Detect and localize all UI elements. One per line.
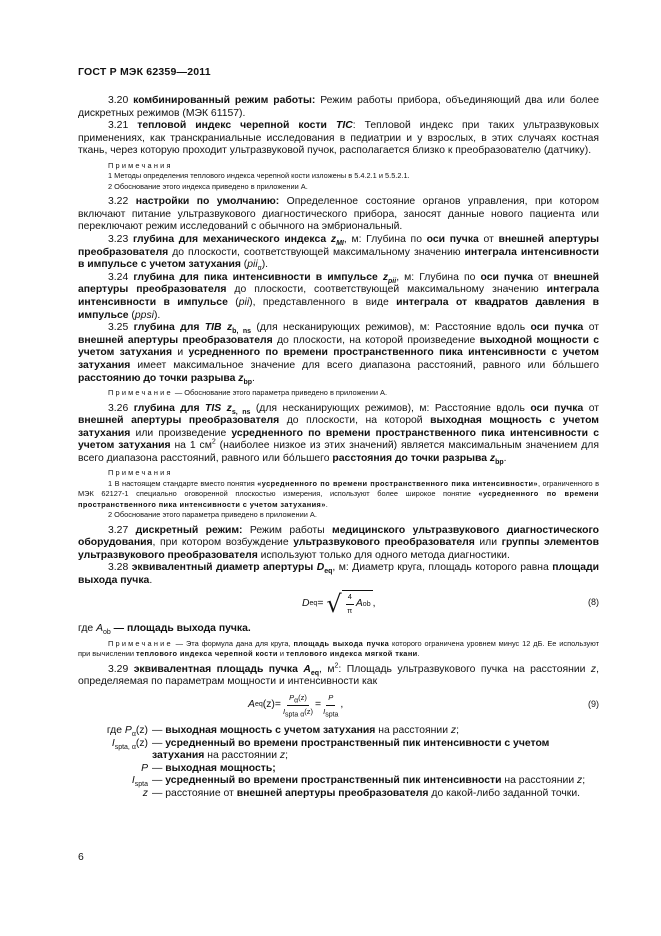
clause-3-24: 3.24 глубина для пика интенсивности в импульсе $z_{pii}$, м: Глубина по оси пучка от внешней апертуры преобразователя до плоскости, соответствующей максимальному значению интеграла интенсивности в импульсе (pii), представленного в виде интеграла от квадратов давления в импульсе (ppsi). <box>78 271 599 321</box>
formula-9-definitions <box>78 725 599 801</box>
formula-8-where: где $A_{ob}$ — площадь выхода пучка. <box>78 623 251 637</box>
clause-3-28: 3.28 эквивалентный диаметр апертуры $D_{eq}$, м: Диаметр круга, площадь которого равна площади выхода пучка. <box>78 562 599 586</box>
page-number: 6 <box>78 852 84 863</box>
clause-3-20: 3.20 комбинированный режим работы: Режим работы прибора, объединяющий два или более дискретных режимов (МЭК 61157). <box>78 95 600 119</box>
definition-row: $I_{spta, \alpha}(z)$ — усредненный во времени пространственный пик интенсивности с учетом затухания на расстоянии z; <box>111 737 550 762</box>
clause-3-25: 3.25 глубина для TIB $z_{b, ns}$ (для несканирующих режимов), м: Расстояние вдоль оси пучка от внешней апертуры преобразователя до плоскости, на которой произведение выходной мощности с учетом затухания и усредненного по времени пространственного пика интенсивности с учетом затухания имеет максимальное значение для всего диапазона расстояний, равного или бóльшего расстоянию до точки разрыва $z_{bp}$. <box>78 322 600 386</box>
clause-3-23: 3.23 глубина для механического индекса $z_{MI}$, м: Глубина по оси пучка от внешней апертуры преобразователя до плоскости, соответствующей максимальному значению интеграла интенсивности в импульсе с учетом затухания (pii$_\alpha$). <box>78 233 600 273</box>
clause-3-21: 3.21 тепловой индекс черепной кости TIC: Тепловой индекс при таких ультразвуковых применениях, как транскраниальные исследования в педиатрии и у взрослых, в этих случаях костная ткань, через которую проходит ультразвуковой пучок, располагается близко к преобразователю (датчику). <box>78 120 599 157</box>
clause-3-27: 3.27 дискретный режим: Режим работы медицинского ультразвукового диагностического оборудования, при котором возбуждение ультразвукового преобразователя или группы элементов ультразвукового преобразователя используют только для одного метода диагностики. <box>78 524 599 561</box>
note-3-25: Примечание — Обоснование этого параметра приведено в приложении А. <box>108 388 388 398</box>
definition-row: где $P_\alpha(z)$ — выходная мощность с учетом затухания на расстоянии z; <box>106 725 459 739</box>
formula-8: D eq = √ $\frac{4}{\pi}$ A ob , (8) <box>302 590 599 619</box>
formula-9: A eq (z) = $\frac{P_\alpha(z)}{I_{spta \alpha}(z)}$ = $\frac{P}{I_{spta}}$ , (9) <box>248 693 599 719</box>
sqrt-symbol: √ $\frac{4}{\pi}$ A ob <box>326 590 371 619</box>
definition-row: z — расстояние от внешней апертуры преобразователя до какой-либо заданной точки. <box>142 788 581 800</box>
clause-3-26: 3.26 глубина для TIS $z_{s, ns}$ (для несканирующих режимов), м: Расстояние вдоль оси пучка от внешней апертуры преобразователя до плоскости, на которой выходная мощность с учетом затухания или произведение усредненного по времени пространственного пика интенсивности с учетом затухания на 1 $см^2$ (наиболее низкое из этих значений) является максимальным значением для всего диапазона расстояний, равного или бóльшего расстояния до точки разрыва $z_{bp}$. <box>78 402 600 466</box>
note-3-28: Примечание — Эта формула дана для круга, площадь выхода пучка которого ограничена уровнем минус 12 дБ. Ее используют при вычислении теплового индекса черепной кости и теплового индекса мягкой ткани. <box>78 639 599 659</box>
formula-number-9: (9) <box>588 699 599 710</box>
fraction-2: $\frac{P}{I_{spta}}$ <box>323 693 339 719</box>
notes-3-26: Примечания 1 В настоящем стандарте вместо понятия «усредненного по времени пространственного пика интенсивности», ограниченного в МЭК 62127-1 специально оговоренной плоскостью измерения, используют более широкое понятие «усредненного по времени пространственного пика интенсивности с учетом затухания». 2 Обоснование этого параметра приведено в приложении А. <box>78 468 600 520</box>
standard-header: ГОСТ Р МЭК 62359—2011 <box>78 66 211 78</box>
fraction-1: $\frac{P_\alpha(z)}{I_{spta \alpha}(z)}$ <box>282 693 314 719</box>
clause-3-22: 3.22 настройки по умолчанию: Определенное состояние органов управления, при котором включают питание ультразвукового диагностического прибора, заносят данные нового пациента или переключают режим исследований с обычного на эмбриональный. <box>78 196 600 233</box>
notes-3-21: Примечания 1 Методы определения теплового индекса черепной кости изложены в 5.4.2.1 и 5.5.2.1. 2 Обоснование этого индекса приведено в приложении А. <box>108 160 410 191</box>
definition-row: P — выходная мощность; <box>141 762 276 774</box>
definition-row: $I_{spta}$ — усредненный во времени пространственный пик интенсивности на расстоянии z; <box>131 775 586 789</box>
document-body <box>78 95 599 801</box>
clause-3-29: 3.29 эквивалентная площадь пучка $A_{eq}$, $м^2$: Площадь ультразвукового пучка на расстоянии z, определяемая по параметрам мощности и интенсивности как <box>78 662 599 688</box>
formula-number-8: (8) <box>588 597 599 608</box>
